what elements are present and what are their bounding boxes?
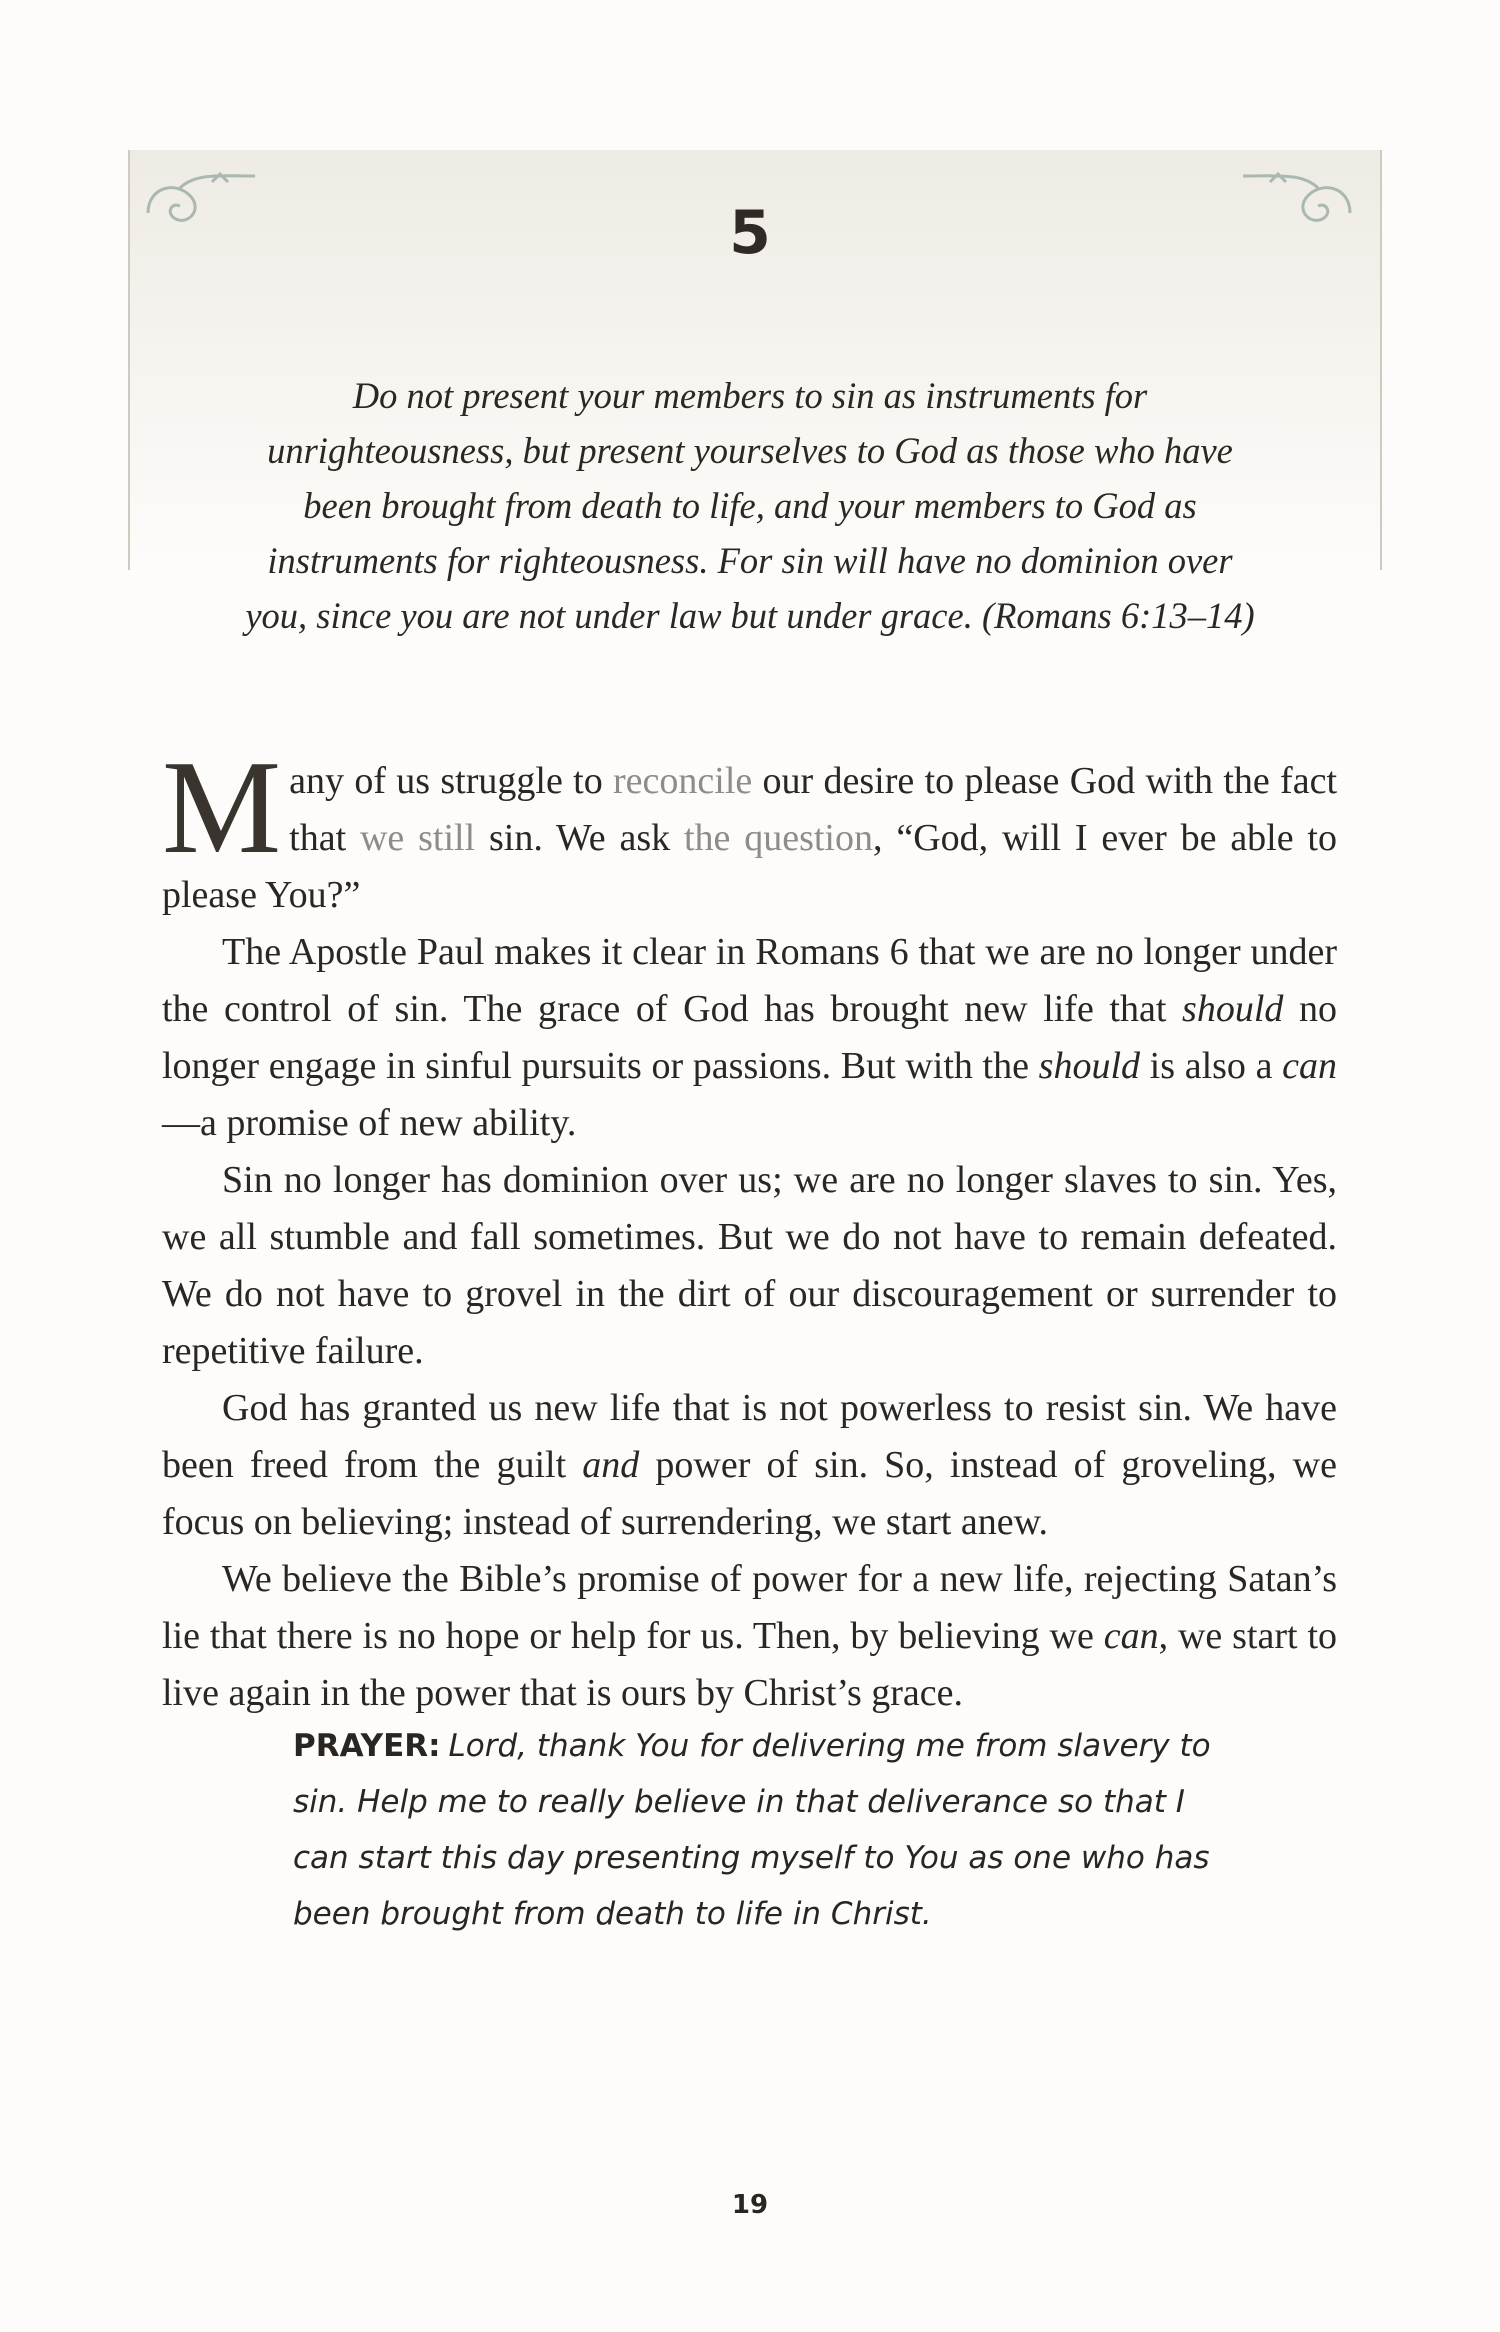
paragraph: We believe the Bible’s promise of power for a new life, rejecting Satan’s lie that there is no hope or help for us. Then, by believing we can, we start to live again in the power that is ours by Christ’s grace. <box>162 1558 1338 1714</box>
chapter-number: 5 <box>729 198 771 268</box>
paragraph: Sin no longer has dominion over us; we are no longer slaves to sin. Yes, we all stumble and fall sometimes. But we do not have to remain defeated. We do not have to grovel in the dirt of our discouragement or surrender to repetitive failure. <box>162 1159 1337 1372</box>
page-number: 19 <box>731 2190 769 2220</box>
epigraph-scripture <box>240 368 1260 643</box>
devotional-body <box>162 733 1338 1722</box>
prayer-text: Lord, thank You for delivering me from slavery to sin. Help me to really believe in that deliverance so that I can start this day presenting myself to You as one who has been brought from death to life in Christ. <box>293 1728 1211 1932</box>
paragraph: Many of us struggle to reconcile our desire to please God with the fact that we still sin. We ask the question, “God, will I ever be able to please You?” <box>162 733 1337 916</box>
epigraph-text: Do not present your members to sin as instruments for unrighteousness, but present yourselves to God as those who have been brought from death to life, and your members to God as instruments for righteousness. For sin will have no dominion over you, since you are not under law but under grace. <box>245 375 1233 636</box>
drop-cap: M <box>162 733 282 881</box>
prayer-block <box>293 1718 1223 1942</box>
paragraph: The Apostle Paul makes it clear in Romans 6 that we are no longer under the control of sin. The grace of God has brought new life that should no longer engage in sinful pursuits or passions. But with the should is also a can—a promise of new ability. <box>162 931 1338 1144</box>
prayer-label: PRAYER: <box>293 1728 441 1764</box>
paragraph: God has granted us new life that is not powerless to resist sin. We have been freed from the guilt and power of sin. So, instead of groveling, we focus on believing; instead of surrendering, we start anew. <box>162 1387 1337 1543</box>
epigraph-citation: (Romans 6:13–14) <box>981 595 1255 636</box>
